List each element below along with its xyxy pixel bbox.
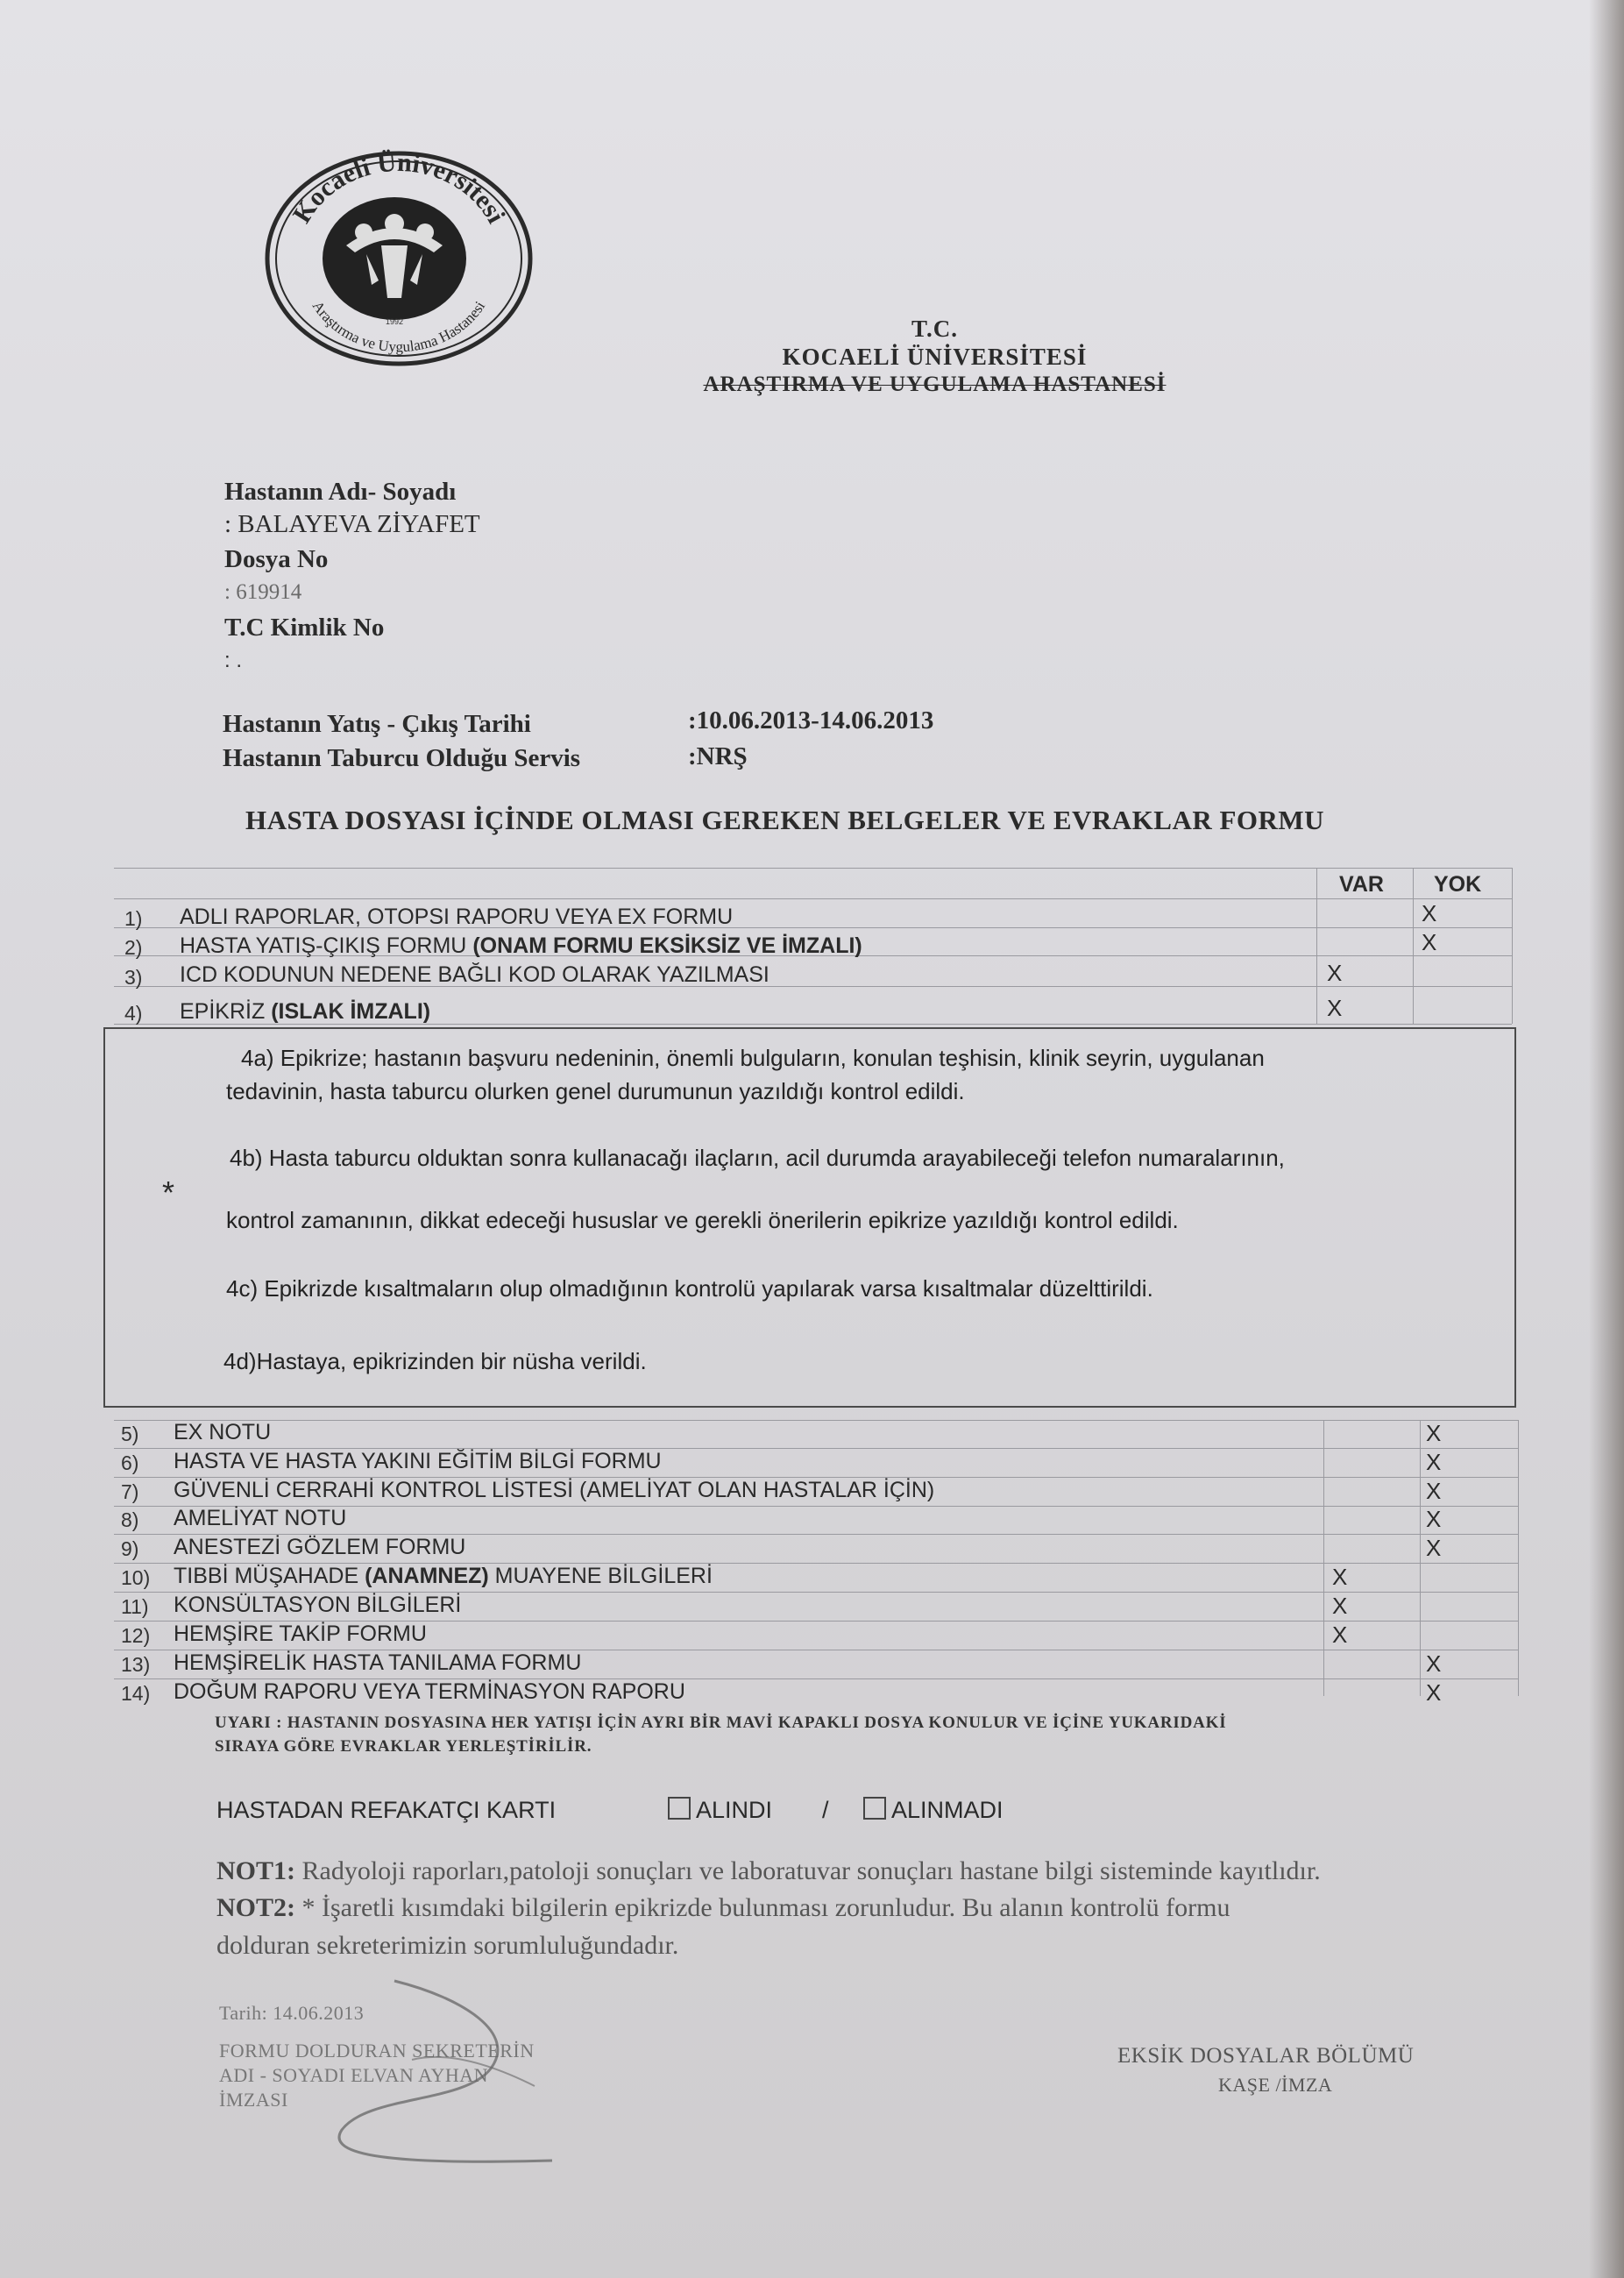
check-4a-line2: tedavinin, hasta taburcu olurken genel durumunun yazıldığı kontrol edildi.: [226, 1078, 965, 1104]
item-yok-mark: X: [1426, 1449, 1442, 1475]
header-hospital: ARAŞTIRMA VE UYGULAMA HASTANESİ: [703, 373, 1167, 396]
item-label: TIBBİ MÜŞAHADE (ANAMNEZ) MUAYENE BİLGİLERİ: [174, 1564, 713, 1588]
svg-text:Kocaeli Üniversitesi: Kocaeli Üniversitesi: [287, 149, 511, 229]
item-label: AMELİYAT NOTU: [174, 1506, 347, 1530]
item-number: 8): [121, 1508, 139, 1531]
footer-stamp-label: KAŞE /İMZA: [1218, 2074, 1333, 2096]
item-var-mark: X: [1327, 995, 1343, 1021]
warning-line2: SIRAYA GÖRE EVRAKLAR YERLEŞTİRİLİR.: [215, 1737, 592, 1756]
item-var-mark: X: [1332, 1622, 1348, 1648]
item-label: EPİKRİZ (ISLAK İMZALI): [180, 999, 431, 1024]
check-4b-line2: kontrol zamanının, dikkat edeceği hususlar ve gerekli önerilerin epikrize yazıldığı kontrol edildi.: [226, 1207, 1179, 1233]
column-header-yok: YOK: [1434, 872, 1482, 897]
item-number: 6): [121, 1451, 139, 1474]
item-label: HEMŞİRELİK HASTA TANILAMA FORMU: [174, 1650, 582, 1675]
header-tc: T.C.: [911, 316, 958, 342]
item-number: 10): [121, 1566, 151, 1589]
item-yok-mark: X: [1426, 1478, 1442, 1504]
item-label: HASTA YATIŞ-ÇIKIŞ FORMU (ONAM FORMU EKSİKSİZ VE İMZALI): [180, 933, 862, 958]
patient-name-value: : BALAYEVA ZİYAFET: [224, 510, 480, 538]
item-number: 11): [121, 1595, 149, 1618]
item-label: KONSÜLTASYON BİLGİLERİ: [174, 1593, 462, 1617]
item-yok-mark: X: [1426, 1535, 1442, 1561]
item-number: 3): [124, 966, 143, 989]
option-separator: /: [822, 1797, 829, 1823]
header-university: KOCAELİ ÜNİVERSİTESİ: [782, 344, 1088, 370]
item-label: GÜVENLİ CERRAHİ KONTROL LİSTESİ (AMELİYAT OLAN HASTALAR İÇİN): [174, 1478, 935, 1502]
item-var-mark: X: [1332, 1593, 1348, 1619]
footer-signature-label: İMZASI: [219, 2089, 288, 2111]
item-yok-mark: X: [1422, 900, 1437, 926]
note-2-line1: NOT2: * İşaretli kısımdaki bilgilerin epikrizde bulunması zorunludur. Bu alanın kontrolü formu: [216, 1893, 1230, 1922]
footer-department: EKSİK DOSYALAR BÖLÜMÜ: [1117, 2044, 1415, 2068]
item-number: 12): [121, 1624, 151, 1647]
item-label: DOĞUM RAPORU VEYA TERMİNASYON RAPORU: [174, 1679, 685, 1704]
discharge-service-value: :NRŞ: [688, 742, 748, 770]
column-header-var: VAR: [1339, 872, 1384, 897]
item-yok-mark: X: [1426, 1679, 1442, 1706]
item-number: 9): [121, 1537, 139, 1560]
item-var-mark: X: [1327, 960, 1343, 986]
tc-id-value: : .: [224, 649, 243, 672]
item-label: ANESTEZİ GÖZLEM FORMU: [174, 1535, 466, 1559]
item-label: ADLI RAPORLAR, OTOPSI RAPORU VEYA EX FORMU: [180, 905, 734, 929]
item-number: 7): [121, 1480, 139, 1503]
file-no-value: : 619914: [224, 580, 302, 604]
companion-card-not-received[interactable]: ALINMADI: [863, 1797, 1003, 1824]
item-label: EX NOTU: [174, 1420, 272, 1444]
warning-line1: UYARI : HASTANIN DOSYASINA HER YATIŞI İÇİN AYRI BİR MAVİ KAPAKLI DOSYA KONULUR VE İÇİNE YUKARIDAKİ: [215, 1714, 1227, 1732]
discharge-service-label: Hastanın Taburcu Olduğu Servis: [223, 744, 581, 772]
item-number: 2): [124, 936, 143, 959]
not-received-checkbox[interactable]: [863, 1797, 886, 1820]
note-1: NOT1: Radyoloji raporları,patoloji sonuçları ve laboratuvar sonuçları hastane bilgi sisteminde kayıtlıdır.: [216, 1856, 1321, 1885]
item-number: 14): [121, 1682, 151, 1705]
companion-card-label: HASTADAN REFAKATÇI KARTI: [216, 1797, 557, 1823]
item-label: ICD KODUNUN NEDENE BAĞLI KOD OLARAK YAZILMASI: [180, 962, 769, 987]
patient-name-label: Hastanın Adı- Soyadı: [224, 478, 457, 506]
file-no-label: Dosya No: [224, 545, 329, 573]
item-number: 1): [124, 907, 143, 930]
admission-dates-label: Hastanın Yatış - Çıkış Tarihi: [223, 710, 531, 738]
admission-dates-value: :10.06.2013-14.06.2013: [688, 706, 934, 734]
required-star-marker: *: [162, 1174, 175, 1210]
footer-date: Tarih: 14.06.2013: [219, 2002, 365, 2024]
tc-id-label: T.C Kimlik No: [224, 614, 385, 642]
svg-text:1992: 1992: [385, 317, 404, 326]
companion-card-received[interactable]: ALINDI: [668, 1797, 772, 1824]
item-yok-mark: X: [1422, 929, 1437, 955]
footer-secretary-label: FORMU DOLDURAN SEKRETERİN: [219, 2040, 535, 2062]
note-2-line2: dolduran sekreterimizin sorumluluğundadır.: [216, 1931, 679, 1960]
svg-text:Araştırma ve Uygulama Hastanes: Araştırma ve Uygulama Hastanesi: [308, 297, 489, 356]
item-yok-mark: X: [1426, 1650, 1442, 1677]
check-4c: 4c) Epikrizde kısaltmaların olup olmadığının kontrolü yapılarak varsa kısaltmalar düzelttirildi.: [226, 1275, 1153, 1302]
item-var-mark: X: [1332, 1564, 1348, 1590]
item-yok-mark: X: [1426, 1506, 1442, 1532]
received-checkbox[interactable]: [668, 1797, 691, 1820]
item-label: HASTA VE HASTA YAKINI EĞİTİM BİLGİ FORMU: [174, 1449, 662, 1473]
check-4b-line1: 4b) Hasta taburcu olduktan sonra kullanacağı ilaçların, acil durumda arayabileceği telefon numaralarının,: [230, 1145, 1285, 1171]
footer-secretary-name: ADI - SOYADI ELVAN AYHAN: [219, 2064, 488, 2086]
item-number: 4): [124, 1002, 143, 1025]
item-yok-mark: X: [1426, 1420, 1442, 1446]
form-title: HASTA DOSYASI İÇİNDE OLMASI GEREKEN BELGELER VE EVRAKLAR FORMU: [245, 805, 1325, 835]
handwritten-signature: [289, 1963, 587, 2174]
item-number: 5): [121, 1423, 139, 1445]
check-4d: 4d)Hastaya, epikrizinden bir nüsha verildi.: [223, 1348, 647, 1374]
item-number: 13): [121, 1653, 151, 1676]
check-4a-line1: 4a) Epikrize; hastanın başvuru nedeninin, önemli bulguların, konulan teşhisin, klinik seyrin, uygulanan: [241, 1045, 1265, 1071]
item-label: HEMŞİRE TAKİP FORMU: [174, 1622, 427, 1646]
